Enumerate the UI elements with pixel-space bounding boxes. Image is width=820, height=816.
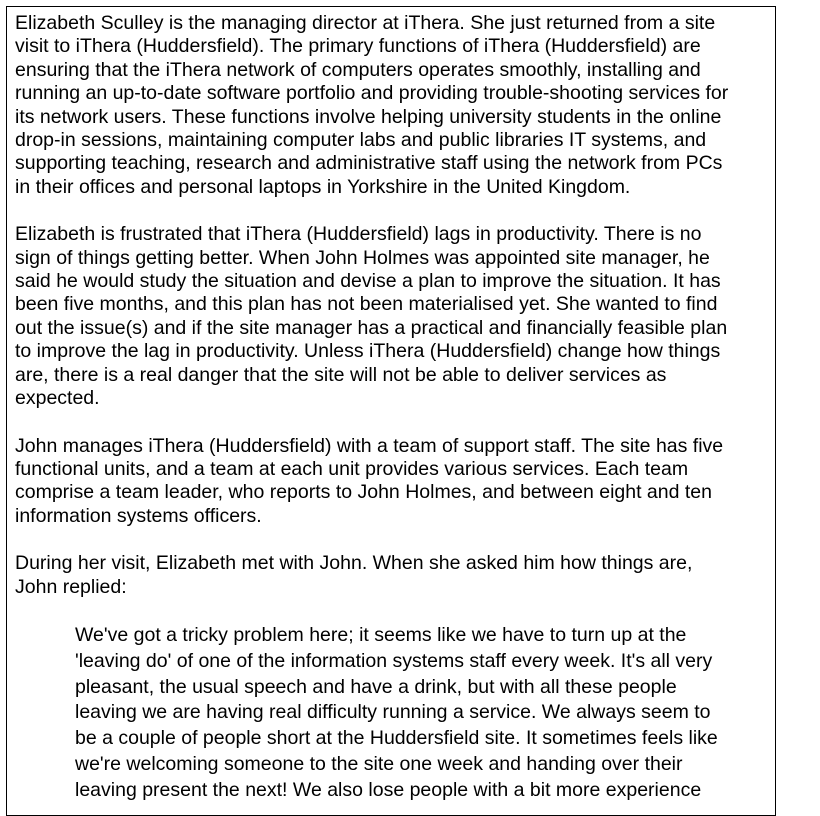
document-body — [15, 12, 775, 804]
document-page — [6, 6, 776, 816]
paragraph-team-structure: John manages iThera (Huddersfield) with a team of support staff. The site has five functional units, and a team at each unit provides various services. Each team comprise a team leader, who reports to John Holmes, and between eight and ten information systems officers. — [15, 434, 724, 527]
paragraph-productivity-lag: Elizabeth is frustrated that iThera (Huddersfield) lags in productivity. There is no sign of things getting better. When John Holmes was appointed site manager, he said he would study the situation and devise a plan to improve the situation. It has been five months, and this plan has not been materialised yet. She wanted to find out the issue(s) and if the site manager has a practical and financially feasible plan to improve the lag in productivity. Unless iThera (Huddersfield) change how things are, there is a real danger that the site will not be able to deliver services as expected. — [15, 223, 728, 410]
block-quote-john-reply: We've got a tricky problem here; it seems like we have to turn up at the 'leaving do' of one of the information systems staff every week. It's all very pleasant, the usual speech and have a drink, but with all these people leaving we are having real difficulty running a service. We always seem to be a couple of people short at the Huddersfield site. It sometimes feels like we're welcoming someone to the site one week and handing over their leaving present the next! We also lose people with a bit more experience — [75, 623, 718, 801]
paragraph-site-visit: Elizabeth Sculley is the managing director at iThera. She just returned from a site visit to iThera (Huddersfield). The primary functions of iThera (Huddersfield) are ensuring that the iThera network of computers operates smoothly, installing and running an up-to-date software portfolio and providing trouble-shooting services for its network users. These functions involve helping university students in the online drop-in sessions, maintaining computer labs and public libraries IT systems, and supporting teaching, research and administrative staff using the network from PCs in their offices and personal laptops in Yorkshire in the United Kingdom. — [15, 12, 729, 198]
paragraph-meeting-intro: During her visit, Elizabeth met with John. When she asked him how things are, John replied: — [15, 552, 693, 598]
